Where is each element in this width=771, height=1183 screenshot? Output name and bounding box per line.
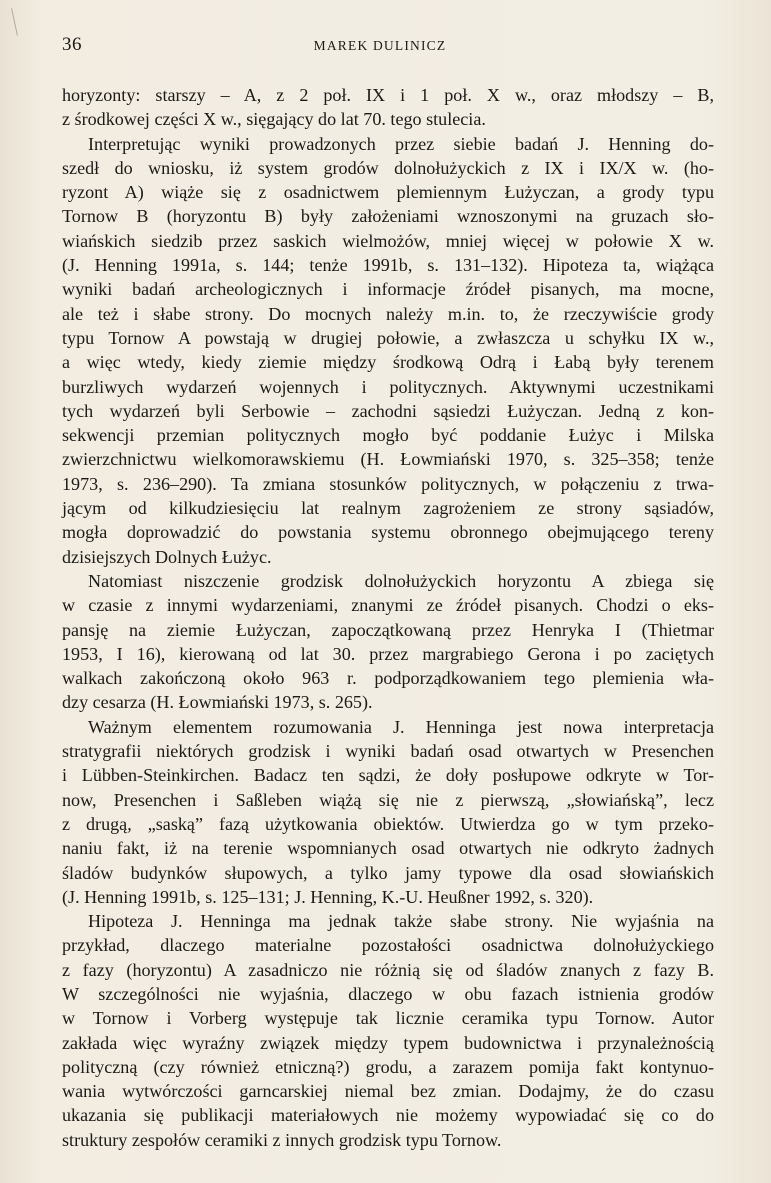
- paragraph: [62, 132, 714, 569]
- paper-edge-mark: [11, 8, 18, 36]
- text-line: now, Presenchen i Saßleben wiążą się nie z pierwszą, „słowiańską”, lecz: [62, 789, 714, 810]
- text-line: stratygrafii niektórych grodzisk i wyniki badań osad otwartych w Presenchen: [62, 741, 714, 762]
- text-line: a więc wtedy, kiedy ziemie między środkową Odrą i Łabą były terenem: [62, 352, 714, 373]
- text-line: sekwencji przemian politycznych mogło być poddanie Łużyc i Milska: [62, 425, 714, 446]
- text-line: i Lübben-Steinkirchen. Badacz ten sądzi, że doły posłupowe odkryte w Tor-: [62, 765, 714, 786]
- text-line: mogła doprowadzić do powstania systemu obronnego obejmującego tereny: [62, 522, 714, 543]
- text-line: dzy cesarza (H. Łowmiański 1973, s. 265).: [62, 692, 373, 713]
- text-line: zakłada więc wyraźny związek między typem budownictwa i przynależnością: [62, 1032, 714, 1053]
- text-line: W szczególności nie wyjaśnia, dlaczego w obu fazach istnienia grodów: [62, 983, 714, 1004]
- page-number: 36: [62, 34, 82, 55]
- text-line: z środkowej części X w., sięgający do lat 70. tego stulecia.: [62, 109, 486, 130]
- body-text: [62, 83, 714, 1152]
- text-line: w czasie z innymi wydarzeniami, znanymi ze źródeł pisanych. Chodzi o eks-: [62, 595, 714, 616]
- text-line: ukazania się publikacji materiałowych nie możemy wypowiadać się co do: [62, 1105, 714, 1126]
- text-line: struktury zespołów ceramiki z innych grodzisk typu Tornow.: [62, 1129, 502, 1150]
- text-line: polityczną (czy również etniczną?) grodu, a zarazem pomija fakt kontynuo-: [62, 1056, 714, 1077]
- text-line: wania wytwórczości garncarskiej niemal bez zmian. Dodajmy, że do czasu: [62, 1081, 714, 1102]
- text-line: śladów budynków słupowych, a tylko jamy typowe dla osad słowiańskich: [62, 862, 714, 883]
- text-line: naniu fakt, iż na terenie wspomnianych osad otwartych nie odkryto żadnych: [62, 838, 714, 859]
- text-line: (J. Henning 1991a, s. 144; tenże 1991b, s. 131–132). Hipoteza ta, wiążąca: [62, 255, 714, 276]
- text-line: wyniki badań archeologicznych i informacje źródeł pisanych, ma mocne,: [62, 279, 714, 300]
- text-line: Interpretując wyniki prowadzonych przez siebie badań J. Henning do-: [88, 133, 714, 154]
- text-line: ryzont A) wiąże się z osadnictwem plemiennym Łużyczan, a grody typu: [62, 182, 714, 203]
- text-line: 1973, s. 236–290). Ta zmiana stosunków politycznych, w połączeniu z trwa-: [62, 473, 714, 494]
- text-line: typu Tornow A powstają w drugiej połowie, a zwłaszcza u schyłku IX w.,: [62, 327, 714, 348]
- text-line: szedł do wniosku, iż system grodów dolnołużyckich z IX i IX/X w. (ho-: [62, 157, 714, 178]
- text-line: w Tornow i Vorberg występuje tak licznie ceramika typu Tornow. Autor: [62, 1008, 714, 1029]
- text-line: jącym od kilkudziesięciu lat realnym zagrożeniem ze strony sąsiadów,: [62, 498, 714, 519]
- running-head-author: MAREK DULINICZ: [313, 38, 447, 53]
- text-line: zwierzchnictwu wielkomorawskiemu (H. Łowmiański 1970, s. 325–358; tenże: [62, 449, 714, 470]
- text-line: dzisiejszych Dolnych Łużyc.: [62, 546, 272, 567]
- text-line: Tornow B (horyzontu B) były założeniami wznoszonymi na gruzach sło-: [62, 206, 714, 227]
- text-line: przykład, dlaczego materialne pozostałości osadnictwa dolnołużyckiego: [62, 935, 714, 956]
- text-line: burzliwych wydarzeń wojennych i politycznych. Aktywnymi uczestnikami: [62, 376, 714, 397]
- text-line: Hipoteza J. Henninga ma jednak także słabe strony. Nie wyjaśnia na: [88, 911, 714, 932]
- text-line: 1953, I 16), kierowaną od lat 30. przez margrabiego Gerona i po zaciętych: [62, 643, 714, 664]
- paragraph: [62, 569, 714, 715]
- text-line: (J. Henning 1991b, s. 125–131; J. Henning, K.-U. Heußner 1992, s. 320).: [62, 886, 594, 907]
- text-line: horyzonty: starszy – A, z 2 poł. IX i 1 poł. X w., oraz młodszy – B,: [62, 85, 714, 105]
- text-line: z fazy (horyzontu) A zasadniczo nie różnią się od śladów znanych z fazy B.: [62, 959, 714, 980]
- text-line: pansję na ziemie Łużyczan, zapoczątkowaną przez Henryka I (Thietmar: [62, 619, 714, 640]
- running-head: [62, 34, 698, 60]
- text-line: Ważnym elementem rozumowania J. Henninga jest nowa interpretacja: [88, 716, 714, 737]
- paragraph: [62, 909, 714, 1152]
- paragraph: [62, 83, 714, 132]
- text-line: wiańskich siedzib przez saskich wielmożów, mniej więcej w połowie X w.: [62, 230, 714, 251]
- paragraph: [62, 715, 714, 909]
- text-line: walkach zakończoną około 963 r. podporządkowaniem tego plemienia wła-: [62, 668, 714, 689]
- text-line: z drugą, „saską” fazą użytkowania obiektów. Utwierdza go w tym przeko-: [62, 813, 714, 834]
- text-line: Natomiast niszczenie grodzisk dolnołużyckich horyzontu A zbiega się: [88, 570, 714, 591]
- text-line: ale też i słabe strony. Do mocnych należy m.in. to, że rzeczywiście grody: [62, 303, 714, 324]
- text-line: tych wydarzeń byli Serbowie – zachodni sąsiedzi Łużyczan. Jedną z kon-: [62, 400, 714, 421]
